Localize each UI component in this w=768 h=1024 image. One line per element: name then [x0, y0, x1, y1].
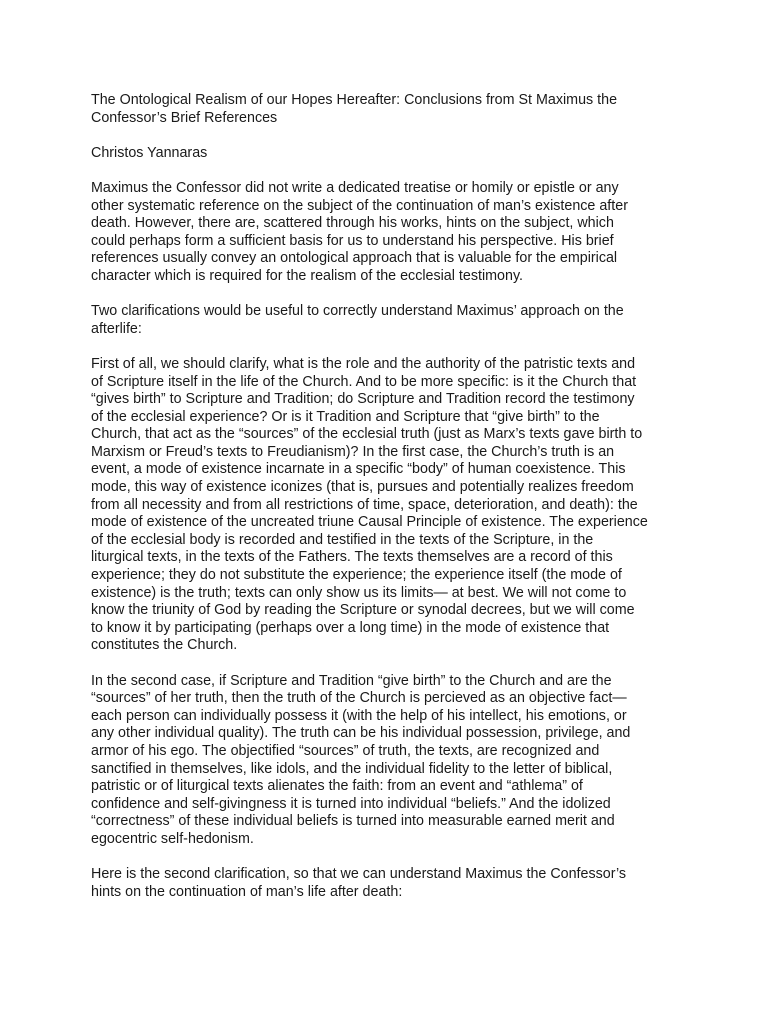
- document-author: Christos Yannaras: [91, 144, 208, 161]
- paragraph-second-clarification: Here is the second clarification, so that we can understand Maximus the Confessor’s hints on the continuation of man’s life after death:: [91, 866, 627, 900]
- paragraph-second-case: In the second case, if Scripture and Tradition “give birth” to the Church and are the “sources” of her truth, then the truth of the Church is percieved as an objective fact— each person can individually possess it (with the help of his intellect, his emotions, or any other individual quality). The truth can be his individual possession, privilege, and armor of his ego. The objectified “sources” of truth, the texts, are recognized and sanctified in themselves, like idols, and the individual fidelity to the letter of biblical, patristic or of liturgical texts alienates the faith: from an event and “athlema” of confidence and self-givingness it is turned into individual “beliefs.” And the idolized “correctness” of these individual beliefs is turned into measurable earned merit and egocentric self-hedonism.: [91, 672, 631, 847]
- document-page: [91, 92, 689, 919]
- paragraph-intro: Maximus the Confessor did not write a dedicated treatise or homily or epistle or any other systematic reference on the subject of the continuation of man’s existence after death. However, there are, scattered through his works, hints on the subject, which could perhaps form a sufficient basis for us to understand his perspective. His brief references usually convey an ontological approach that is valuable for the empirical character which is required for the realism of the ecclesial testimony.: [91, 179, 628, 284]
- paragraph-first-case: First of all, we should clarify, what is the role and the authority of the patristic texts and of Scripture itself in the life of the Church. And to be more specific: is it the Church that “gives birth” to Scripture and Tradition; do Scripture and Tradition record the testimony of the ecclesial experience? Or is it Tradition and Scripture that “give birth” to the Church, that act as the “sources” of the ecclesial truth (just as Marx’s texts gave birth to Marxism or Freud’s texts to Freudianism)? In the first case, the Church’s truth is an event, a mode of existence incarnate in a specific “body” of human coexistence. This mode, this way of existence iconizes (that is, pursues and potentially realizes freedom from all necessity and from all restrictions of time, space, deterioration, and death): the mode of existence of the uncreated triune Causal Principle of existence. The experience of the ecclesial body is recorded and testified in the texts of the Scripture, in the liturgical texts, in the texts of the Fathers. The texts themselves are a record of this experience; they do not substitute the experience; the experience itself (the mode of existence) is the truth; texts can only show us its limits— at best. We will not come to know the triunity of God by reading the Scripture or synodal decrees, but we will come to know it by participating (perhaps over a long time) in the mode of existence that constitutes the Church.: [91, 355, 648, 654]
- paragraph-clarifications: Two clarifications would be useful to correctly understand Maximus’ approach on the afterlife:: [91, 303, 624, 337]
- document-title: The Ontological Realism of our Hopes Hereafter: Conclusions from St Maximus the Confessor’s Brief References: [91, 92, 618, 126]
